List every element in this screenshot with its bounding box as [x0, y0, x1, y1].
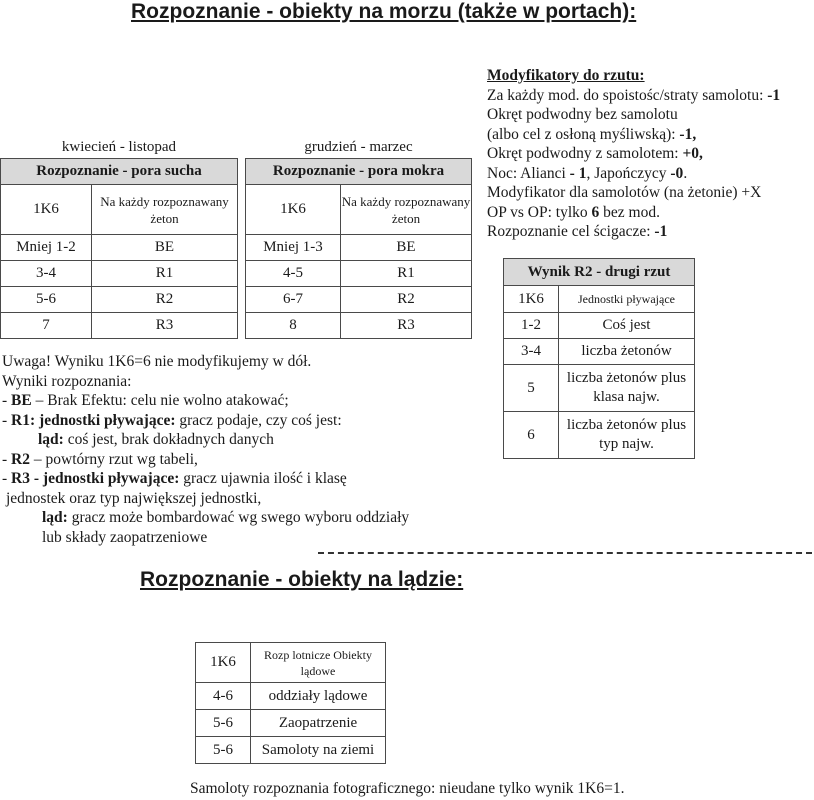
r2-result: liczba żetonów plus klasa najw. [559, 365, 695, 412]
wet-result: BE [341, 235, 472, 261]
land-result: oddziały lądowe [251, 683, 386, 710]
land-result: Samoloty na ziemi [251, 737, 386, 764]
modifier-line: Okręt podwodny bez samolotu [487, 106, 678, 123]
wet-season-header: Rozpoznanie - pora mokra [246, 159, 472, 185]
modifier-line: OP vs OP: tylko 6 bez mod. [487, 203, 660, 221]
wet-roll: 8 [246, 313, 341, 339]
wet-result: R1 [341, 261, 472, 287]
dry-season-caption: kwiecień - listopad [61, 139, 177, 155]
note-r1-land: ląd: coś jest, brak dokładnych danych [38, 431, 274, 448]
r2-roll: 5 [504, 365, 559, 412]
r2-header: Wynik R2 - drugi rzut [504, 259, 695, 286]
dry-result: BE [92, 235, 238, 261]
wet-col1: 1K6 [246, 185, 341, 235]
wet-season-table [245, 158, 472, 339]
r2-col1: 1K6 [504, 286, 559, 313]
r2-col2: Jednostki pływające [559, 286, 695, 313]
land-col2: Rozp lotnicze Obiekty lądowe [251, 643, 386, 683]
dry-season-header: Rozpoznanie - pora sucha [1, 159, 238, 185]
dry-result: R2 [92, 287, 238, 313]
wet-season-caption: grudzień - marzec [304, 139, 413, 155]
note-r3-land: ląd: gracz może bombardować wg swego wyboru oddziały [42, 509, 410, 526]
section-divider [318, 552, 812, 554]
land-footer: Samoloty rozpoznania fotograficznego: nieudane tylko wynik 1K6=1. [190, 780, 625, 797]
r2-roll: 1-2 [504, 313, 559, 339]
r2-roll: 6 [504, 412, 559, 459]
r2-result: Coś jest [559, 313, 695, 339]
modifier-line: Za każdy mod. do spoistośc/straty samolotu: -1 [487, 86, 781, 104]
note-r2: - R2 – powtórny rzut wg tabeli, [2, 450, 198, 468]
land-roll: 5-6 [196, 737, 251, 764]
modifier-line: Rozpoznanie cel ścigacze: -1 [487, 223, 668, 240]
land-title: Rozpoznanie - obiekty na lądzie: [140, 568, 464, 591]
dry-roll: 7 [1, 313, 92, 339]
wet-result: R3 [341, 313, 472, 339]
land-roll: 4-6 [196, 683, 251, 710]
sea-title: Rozpoznanie - obiekty na morzu (także w portach): [131, 0, 637, 23]
modifiers-heading: Modyfikatory do rzutu: [487, 67, 645, 84]
dry-result: R3 [92, 313, 238, 339]
modifier-line: Okręt podwodny z samolotem: +0, [487, 145, 703, 162]
land-result: Zaopatrzenie [251, 710, 386, 737]
modifiers-block [487, 66, 780, 242]
note-r3: - R3 - jednostki pływające: gracz ujawnia ilość i klasę [2, 470, 347, 487]
dry-roll: 5-6 [1, 287, 92, 313]
note-line: Wyniki rozpoznania: [2, 372, 132, 390]
land-roll: 5-6 [196, 710, 251, 737]
dry-season-table [0, 158, 238, 339]
r2-roll: 3-4 [504, 339, 559, 365]
dry-roll: Mniej 1-2 [1, 235, 92, 261]
dry-roll: 3-4 [1, 261, 92, 287]
land-col1: 1K6 [196, 643, 251, 683]
wet-result: R2 [341, 287, 472, 313]
r2-table [503, 258, 695, 459]
wet-roll: 4-5 [246, 261, 341, 287]
r2-result: liczba żetonów [559, 339, 695, 365]
r2-result: liczba żetonów plus typ najw. [559, 412, 695, 459]
wet-roll: 6-7 [246, 287, 341, 313]
wet-roll: Mniej 1-3 [246, 235, 341, 261]
modifier-line: (albo cel z osłoną myśliwską): -1, [487, 125, 697, 143]
wet-col2: Na każdy rozpoznawany żeton [341, 185, 472, 235]
note-line: Uwaga! Wyniku 1K6=6 nie modyfikujemy w dół. [2, 353, 312, 370]
dry-col1: 1K6 [1, 185, 92, 235]
modifier-line: Modyfikator dla samolotów (na żetonie) +X [487, 184, 762, 201]
dry-col2: Na każdy rozpoznawany żeton [92, 185, 238, 235]
note-r1: - R1: jednostki pływające: gracz podaje, czy coś jest: [2, 411, 342, 429]
modifier-line: Noc: Alianci - 1, Japończycy -0. [487, 164, 688, 182]
note-r3-line4: lub składy zaopatrzeniowe [42, 528, 208, 546]
sea-notes [2, 352, 409, 547]
note-r3-line2: jednostek oraz typ największej jednostki, [6, 489, 262, 507]
land-table [195, 642, 386, 764]
dry-result: R1 [92, 261, 238, 287]
note-be: - BE – Brak Efektu: celu nie wolno atakować; [2, 392, 289, 409]
